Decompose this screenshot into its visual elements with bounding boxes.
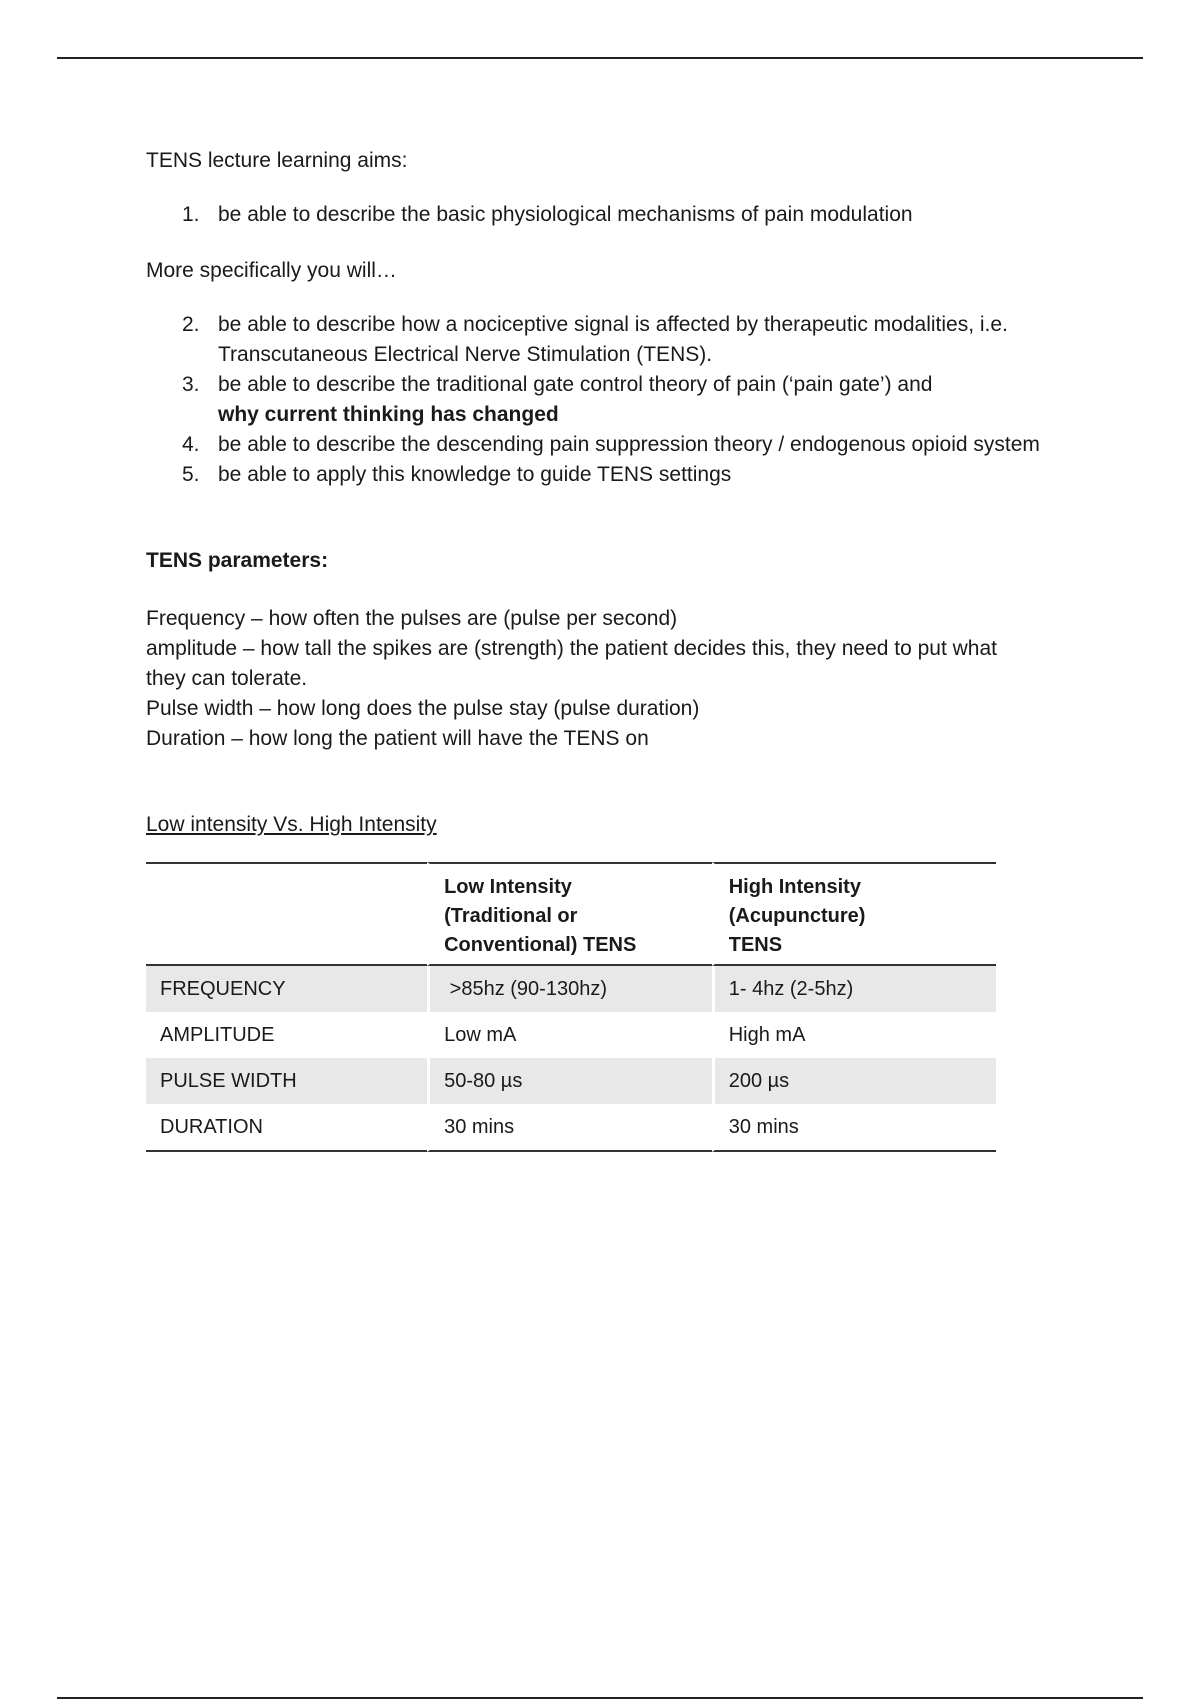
table-row bbox=[146, 1058, 996, 1104]
list-number: 3. bbox=[182, 373, 200, 396]
high-intensity-value: 200 µs bbox=[712, 1058, 996, 1104]
high-intensity-value: 30 mins bbox=[712, 1104, 996, 1152]
params-line: Duration – how long the patient will have the TENS on bbox=[146, 727, 649, 750]
header-line: (Acupuncture) bbox=[728, 905, 866, 927]
table-row bbox=[146, 1104, 996, 1152]
page-top-rule bbox=[57, 57, 1143, 59]
params-line: Frequency – how often the pulses are (pulse per second) bbox=[146, 607, 678, 630]
high-intensity-value: 1- 4hz (2-5hz) bbox=[712, 966, 996, 1012]
list-number: 4. bbox=[182, 433, 200, 456]
header-line: High Intensity bbox=[728, 876, 861, 898]
list-text: be able to describe the descending pain suppression theory / endogenous opioid system bbox=[218, 433, 1040, 456]
row-label: PULSE WIDTH bbox=[146, 1058, 427, 1104]
params-line: Pulse width – how long does the pulse stay (pulse duration) bbox=[146, 697, 700, 720]
list-number: 5. bbox=[182, 463, 200, 486]
list-item bbox=[146, 460, 1096, 490]
list-number: 1. bbox=[182, 203, 200, 226]
header-cell-high-intensity bbox=[712, 862, 996, 966]
low-intensity-value: Low mA bbox=[427, 1012, 712, 1058]
intensity-comparison-table bbox=[146, 862, 996, 1152]
more-specifically-text: More specifically you will… bbox=[146, 259, 397, 282]
list-text: Transcutaneous Electrical Nerve Stimulation (TENS). bbox=[218, 343, 713, 366]
params-line: they can tolerate. bbox=[146, 667, 308, 690]
row-label: AMPLITUDE bbox=[160, 1024, 275, 1046]
header-cell-low-intensity bbox=[427, 862, 712, 966]
list-number: 2. bbox=[182, 313, 200, 336]
list-text: be able to describe the traditional gate control theory of pain (‘pain gate’) and bbox=[218, 373, 933, 396]
header-cell-blank bbox=[146, 862, 427, 966]
list-item bbox=[146, 200, 1096, 230]
list-text: be able to describe the basic physiological mechanisms of pain modulation bbox=[218, 203, 913, 226]
list-text-bold: why current thinking has changed bbox=[218, 403, 559, 426]
row-label: DURATION bbox=[146, 1104, 427, 1152]
low-intensity-value: >85hz (90-130hz) bbox=[427, 966, 712, 1012]
row-label: FREQUENCY bbox=[146, 966, 427, 1012]
header-line: TENS bbox=[728, 934, 783, 956]
low-intensity-value: 50-80 µs bbox=[427, 1058, 712, 1104]
table-header-row bbox=[146, 862, 996, 966]
aims-list-primary bbox=[146, 200, 1096, 230]
header-line: Conventional) TENS bbox=[444, 934, 637, 956]
params-heading: TENS parameters: bbox=[146, 549, 329, 572]
list-item bbox=[146, 430, 1096, 460]
aims-heading: TENS lecture learning aims: bbox=[146, 149, 408, 172]
header-line: Low Intensity bbox=[444, 876, 572, 898]
low-intensity-value: 30 mins bbox=[427, 1104, 712, 1152]
params-line: amplitude – how tall the spikes are (strength) the patient decides this, they need to put what bbox=[146, 637, 998, 660]
aims-list-detailed bbox=[146, 310, 1096, 490]
list-text: be able to describe how a nociceptive signal is affected by therapeutic modalities, i.e. bbox=[218, 313, 1008, 336]
high-intensity-value: High mA bbox=[712, 1012, 996, 1058]
list-item bbox=[146, 310, 1096, 370]
document-body bbox=[146, 146, 1096, 1152]
table-row bbox=[146, 966, 996, 1012]
header-line: (Traditional or bbox=[444, 905, 578, 927]
page-bottom-rule bbox=[57, 1697, 1143, 1699]
params-description bbox=[146, 604, 1096, 754]
table-row bbox=[146, 1012, 996, 1058]
list-item bbox=[146, 370, 1096, 430]
list-text: be able to apply this knowledge to guide TENS settings bbox=[218, 463, 732, 486]
comparison-heading: Low intensity Vs. High Intensity bbox=[146, 813, 437, 836]
